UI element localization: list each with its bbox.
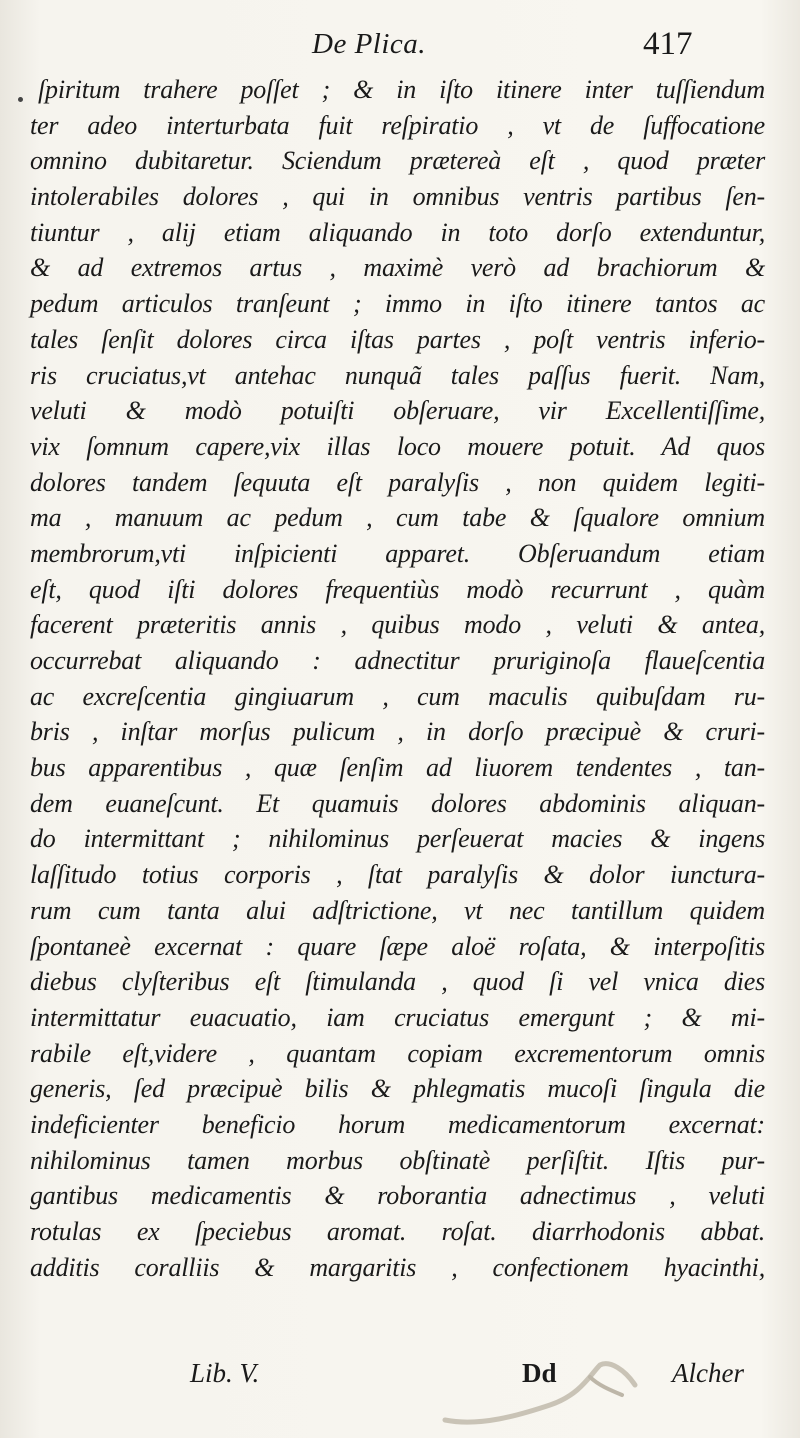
book-signature: Lib. V.	[190, 1358, 260, 1388]
text-line: dolores tandem ſequuta eſt paralyſis , non quidem legiti-	[30, 467, 765, 497]
text-line: bris , inſtar morſus pulicum , in dorſo præcipuè & cruri-	[30, 717, 765, 747]
text-line: ac excreſcentia gingiuarum , cum maculis quibuſdam ru-	[30, 681, 765, 711]
text-line: dem euaneſcunt. Et quamuis dolores abdominis aliquan-	[30, 788, 765, 818]
text-line: intermittatur euacuatio, iam cruciatus emergunt ; & mi-	[30, 1002, 765, 1032]
text-line: gantibus medicamentis & roborantia adnectimus , veluti	[30, 1181, 765, 1211]
text-line: generis, ſed præcipuè bilis & phlegmatis mucoſi ſingula die	[30, 1074, 765, 1104]
text-line: occurrebat aliquando : adnectitur pruriginoſa flaueſcentia	[30, 646, 765, 675]
text-line: do intermittant ; nihilominus perſeuerat macies & ingens	[30, 824, 765, 854]
gathering-mark: Dd	[522, 1358, 557, 1388]
text-line: laſſitudo totius corporis , ſtat paralyſis & dolor iuncturа-	[30, 860, 765, 890]
text-line: bus apparentibus , quæ ſenſim ad liuorem tendentes , tan-	[30, 753, 765, 783]
text-line: ſpiritum trahere poſſet ; & in iſto itinere inter tuſſiendum	[38, 75, 765, 104]
catchword: Alcher	[672, 1358, 744, 1388]
text-line: omnino dubitaretur. Sciendum prætereà eſt , quod præter	[30, 146, 765, 176]
text-line: nihilominus tamen morbus obſtinatè perſiſtit. Iſtis pur-	[30, 1145, 765, 1175]
text-line: rum cum tanta alui adſtrictione, vt nec tantillum quidem	[30, 895, 765, 925]
text-line: ſpontaneè excernat : quare ſæpe aloë roſata, & interpoſitis	[30, 931, 765, 961]
text-line: eſt, quod iſti dolores frequentiùs modò recurrunt , quàm	[30, 574, 765, 604]
text-line: rotulas ex ſpeciebus aromat. roſat. diarrhodonis abbat.	[30, 1217, 765, 1246]
running-title: De Plica.	[312, 28, 427, 60]
text-line: membrorum,vti inſpicienti apparet. Obſeruandum etiam	[30, 538, 765, 568]
text-line: tales ſenſit dolores circa iſtas partes , poſt ventris inferio-	[30, 324, 765, 354]
page-header	[0, 22, 800, 72]
text-line: ter adeo interturbata fuit reſpiratio , vt de ſuffocatione	[30, 110, 765, 140]
text-line: additis coralliis & margaritis , confectionem hyacinthi,	[30, 1252, 765, 1282]
text-line: facerent præteritis annis , quibus modo , veluti & antea,	[30, 610, 765, 640]
margin-mark	[18, 97, 23, 102]
text-line: intolerabiles dolores , qui in omnibus ventris partibus ſen-	[30, 182, 765, 212]
page-number: 417	[643, 26, 693, 62]
text-line: ris cruciatus,vt antehac nunquã tales paſſus fuerit. Nam,	[30, 360, 765, 390]
text-line: pedum articulos tranſeunt ; immo in iſto itinere tantos ac	[30, 289, 765, 319]
text-line: & ad extremos artus , maximè verò ad brachiorum &	[30, 253, 765, 283]
body-text	[30, 72, 765, 1285]
stray-thread-mark	[440, 1355, 640, 1435]
text-line: diebus clyſteribus eſt ſtimulanda , quod ſi vel vnica dies	[30, 967, 765, 997]
text-line: veluti & modò potuiſti obſeruare, vir Excellentiſſime,	[30, 396, 765, 426]
text-line: rabile eſt,videre , quantam copiam excrementorum omnis	[30, 1038, 765, 1068]
text-line: tiuntur , alij etiam aliquando in toto dorſo extenduntur,	[30, 217, 765, 247]
page-footer	[0, 1358, 800, 1398]
text-line: vix ſomnum capere,vix illas loco mouere potuit. Ad quos	[30, 431, 765, 461]
text-line: indeficienter beneficio horum medicamentorum excernat:	[30, 1109, 765, 1139]
text-line: ma , manuum ac pedum , cum tabe & ſqualore omnium	[30, 503, 765, 533]
